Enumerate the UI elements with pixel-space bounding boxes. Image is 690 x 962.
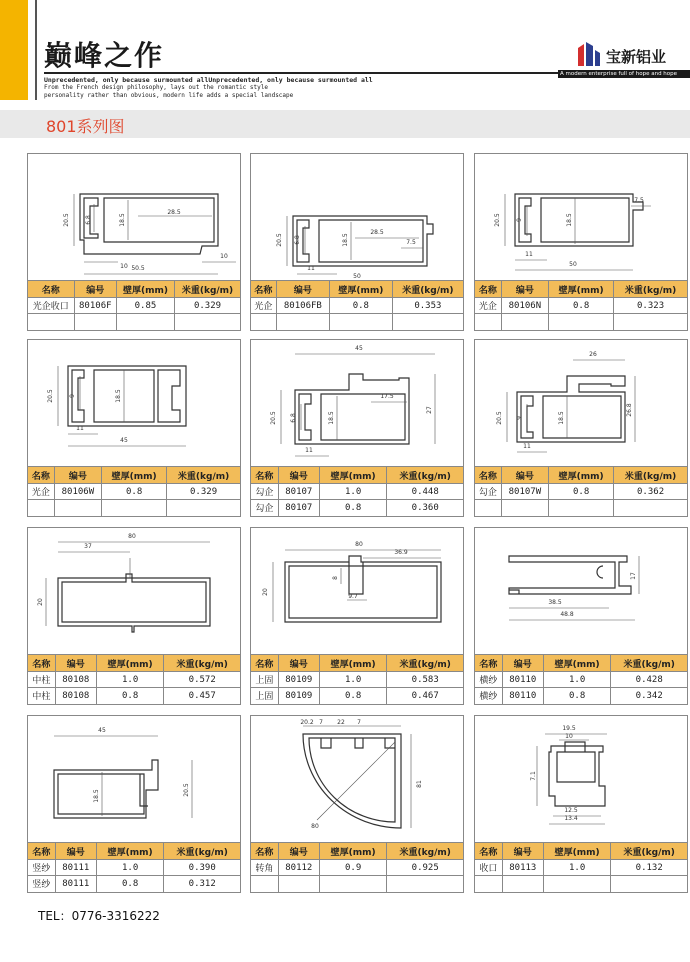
spec-cell: 中柱: [28, 672, 55, 688]
brand-name: 宝新铝业: [606, 48, 667, 66]
spec-cell: 0.925: [387, 860, 463, 876]
spec-header: 名称: [251, 467, 278, 484]
profile-cross-section: [28, 716, 240, 842]
product-card-80106FB: [250, 153, 464, 331]
spec-header: 名称: [251, 843, 278, 860]
dimension-label: 81: [416, 780, 423, 788]
brand-slogan: A modern enterprise full of hope and hope: [560, 71, 678, 77]
spec-header: 名称: [28, 655, 55, 672]
spec-header: 壁厚(mm): [543, 655, 611, 672]
dimension-label: 18.5: [93, 789, 100, 803]
table-row: [251, 484, 463, 500]
section-title: 801系列图: [46, 117, 125, 136]
spec-cell: 80107: [278, 500, 319, 516]
dimension-label: 6.8: [85, 215, 92, 225]
spec-header: 米重(kg/m): [611, 843, 687, 860]
spec-cell: 1.0: [543, 672, 611, 688]
profile-drawing: [251, 528, 463, 654]
dimension-label: 28.5: [370, 229, 384, 236]
spec-header: 米重(kg/m): [164, 655, 240, 672]
dimension-label: 13.4: [564, 815, 578, 822]
profile-cross-section: [251, 154, 463, 280]
spec-cell: 0.360: [387, 500, 463, 516]
brand-logo-icon: [576, 40, 602, 68]
profile-drawing: [475, 716, 687, 842]
spec-cell: [501, 500, 548, 516]
spec-table: [475, 654, 687, 704]
dimension-label: 20.5: [494, 213, 501, 227]
spec-cell: 0.467: [387, 688, 463, 704]
spec-cell: 0.428: [611, 672, 687, 688]
spec-header: 米重(kg/m): [614, 467, 687, 484]
dimension-label: 20: [262, 588, 269, 596]
table-row: [251, 298, 463, 314]
spec-header: 名称: [28, 467, 54, 484]
spec-cell: 80107: [278, 484, 319, 500]
dimension-label: 80: [355, 541, 363, 548]
spec-cell: 1.0: [96, 860, 164, 876]
profile-drawing: [251, 340, 463, 466]
dimension-label: 20.5: [276, 233, 283, 247]
dimension-label: 80: [311, 823, 319, 830]
spec-header: 米重(kg/m): [164, 843, 240, 860]
table-row: [251, 860, 463, 876]
page-title: 巅峰之作: [44, 39, 165, 72]
spec-header: 编号: [55, 655, 96, 672]
product-card-80107: [250, 339, 464, 517]
dimension-label: 20.5: [270, 411, 277, 425]
spec-table: [475, 842, 687, 892]
spec-header: 编号: [502, 655, 543, 672]
spec-cell: 0.8: [543, 688, 611, 704]
spec-cell: 勾企: [251, 500, 278, 516]
table-row: [251, 314, 463, 330]
spec-cell: 横纱: [475, 688, 502, 704]
product-card-80106N: [474, 153, 688, 331]
spec-cell: [167, 500, 240, 516]
spec-cell: 80110: [502, 672, 543, 688]
spec-cell: [54, 500, 101, 516]
spec-cell: 1.0: [319, 672, 387, 688]
spec-cell: [276, 314, 329, 330]
product-card-80107W: [474, 339, 688, 517]
product-card-80111: [27, 715, 241, 893]
dimension-label: 17.5: [380, 393, 394, 400]
spec-cell: 80108: [55, 672, 96, 688]
spec-header: 编号: [278, 655, 319, 672]
dimension-label: 50.5: [131, 265, 145, 272]
dimension-label: 11: [523, 443, 531, 450]
spec-header: 名称: [28, 281, 74, 298]
table-row: [475, 876, 687, 892]
product-card-80112: [250, 715, 464, 893]
dimension-label: 80: [128, 533, 136, 540]
dimension-label: 11: [525, 251, 533, 258]
table-row: [28, 860, 240, 876]
spec-header: 壁厚(mm): [329, 281, 392, 298]
spec-cell: [611, 876, 687, 892]
spec-cell: 竖纱: [28, 876, 55, 892]
product-card-80110: [474, 527, 688, 705]
profile-cross-section: [28, 528, 240, 654]
spec-header: 编号: [54, 467, 101, 484]
spec-header: 米重(kg/m): [392, 281, 463, 298]
table-row: [28, 688, 240, 704]
spec-table: [475, 280, 687, 330]
dimension-label: 26.8: [626, 403, 633, 417]
spec-cell: 0.8: [319, 500, 387, 516]
spec-cell: [475, 314, 501, 330]
spec-header: 名称: [251, 281, 276, 298]
dimension-label: 11: [305, 447, 313, 454]
spec-cell: 0.323: [614, 298, 687, 314]
spec-table: [251, 842, 463, 892]
table-row: [475, 298, 687, 314]
spec-header: 壁厚(mm): [96, 843, 164, 860]
spec-cell: 0.329: [175, 298, 240, 314]
spec-cell: 0.85: [116, 298, 174, 314]
spec-cell: 80111: [55, 876, 96, 892]
spec-cell: [175, 314, 240, 330]
profile-drawing: [28, 528, 240, 654]
profile-cross-section: [251, 716, 463, 842]
spec-header: 壁厚(mm): [549, 281, 614, 298]
spec-header: 编号: [501, 281, 548, 298]
header-vertical-rule: [35, 0, 37, 100]
spec-cell: 光企: [475, 298, 501, 314]
table-row: [28, 500, 240, 516]
spec-cell: 80107W: [501, 484, 548, 500]
dimension-label: 37: [84, 543, 92, 550]
spec-cell: [329, 314, 392, 330]
spec-cell: 0.353: [392, 298, 463, 314]
spec-cell: 80113: [502, 860, 543, 876]
dimension-label: 50: [353, 273, 361, 280]
dimension-label: 18.5: [328, 411, 335, 425]
table-row: [28, 298, 240, 314]
spec-header: 壁厚(mm): [96, 655, 164, 672]
spec-header: 名称: [475, 281, 501, 298]
profile-drawing: [475, 154, 687, 280]
spec-cell: 80109: [278, 672, 319, 688]
dimension-label: 7.1: [530, 771, 537, 781]
spec-header: 编号: [276, 281, 329, 298]
dimension-label: 22: [337, 719, 345, 726]
dimension-label: 19.5: [562, 725, 576, 732]
spec-cell: [392, 314, 463, 330]
spec-cell: [102, 500, 167, 516]
tagline-1: Unprecedented, only because surmounted allUnprecedented, only because surmounted all: [44, 76, 373, 84]
spec-cell: 80112: [278, 860, 319, 876]
dimension-label: 45: [355, 345, 363, 352]
dimension-label: 38.5: [548, 599, 562, 606]
spec-header: 米重(kg/m): [387, 467, 463, 484]
spec-header: 壁厚(mm): [319, 655, 387, 672]
spec-cell: 0.9: [319, 860, 387, 876]
spec-header: 编号: [74, 281, 116, 298]
dimension-label: 18.5: [119, 213, 126, 227]
spec-header: 名称: [475, 843, 502, 860]
spec-cell: 竖纱: [28, 860, 55, 876]
profile-drawing: [28, 716, 240, 842]
spec-header: 壁厚(mm): [543, 843, 611, 860]
spec-table: [251, 466, 463, 516]
spec-cell: [614, 314, 687, 330]
spec-cell: 1.0: [543, 860, 611, 876]
spec-cell: [28, 500, 54, 516]
dimension-label: 45: [98, 727, 106, 734]
spec-cell: 0.8: [96, 876, 164, 892]
spec-cell: [28, 314, 74, 330]
spec-cell: [549, 314, 614, 330]
spec-cell: 光企: [251, 298, 276, 314]
dimension-label: 9: [516, 218, 523, 222]
table-row: [251, 876, 463, 892]
spec-cell: 0.8: [102, 484, 167, 500]
spec-cell: 0.312: [164, 876, 240, 892]
spec-cell: 中柱: [28, 688, 55, 704]
dimension-label: 7: [357, 719, 361, 726]
dimension-label: 26: [589, 351, 597, 358]
dimension-label: 18.5: [342, 233, 349, 247]
profile-cross-section: [475, 528, 687, 654]
product-card-80106W: [27, 339, 241, 517]
profile-cross-section: [475, 340, 687, 466]
spec-cell: 光企收口: [28, 298, 74, 314]
footer-tel: TEL：0776-3316222: [38, 909, 160, 923]
table-row: [251, 688, 463, 704]
spec-header: 壁厚(mm): [102, 467, 167, 484]
dimension-label: 7: [319, 719, 323, 726]
spec-cell: 80111: [55, 860, 96, 876]
spec-cell: 0.8: [549, 484, 614, 500]
dimension-label: 20.5: [496, 411, 503, 425]
spec-cell: 80108: [55, 688, 96, 704]
table-row: [28, 484, 240, 500]
profile-cross-section: [251, 340, 463, 466]
spec-cell: 0.362: [614, 484, 687, 500]
dimension-label: 11: [76, 425, 84, 432]
spec-cell: 80106N: [501, 298, 548, 314]
dimension-label: 36.9: [394, 549, 408, 556]
dimension-label: 18.5: [566, 213, 573, 227]
spec-cell: 1.0: [319, 484, 387, 500]
spec-header: 壁厚(mm): [319, 467, 387, 484]
product-card-80113: [474, 715, 688, 893]
spec-table: [28, 654, 240, 704]
profile-cross-section: [475, 154, 687, 280]
spec-cell: 收口: [475, 860, 502, 876]
spec-cell: [543, 876, 611, 892]
spec-cell: 勾企: [475, 484, 501, 500]
spec-header: 编号: [278, 843, 319, 860]
spec-header: 米重(kg/m): [175, 281, 240, 298]
spec-cell: 80106FB: [276, 298, 329, 314]
spec-cell: 80106W: [54, 484, 101, 500]
table-row: [475, 314, 687, 330]
dimension-label: 20: [37, 598, 44, 606]
dimension-label: 20.2: [300, 719, 314, 726]
dimension-label: 18.5: [558, 411, 565, 425]
dimension-label: 9: [516, 416, 523, 420]
dimension-label: 28.5: [167, 209, 181, 216]
product-card-80109: [250, 527, 464, 705]
spec-cell: 0.448: [387, 484, 463, 500]
dimension-label: 10: [120, 263, 128, 270]
spec-header: 米重(kg/m): [611, 655, 687, 672]
spec-cell: 80106F: [74, 298, 116, 314]
dimension-label: 11: [307, 265, 315, 272]
spec-header: 米重(kg/m): [614, 281, 687, 298]
spec-cell: 转角: [251, 860, 278, 876]
spec-cell: [278, 876, 319, 892]
spec-cell: 横纱: [475, 672, 502, 688]
spec-cell: 0.457: [164, 688, 240, 704]
spec-cell: [251, 876, 278, 892]
spec-cell: [549, 500, 614, 516]
spec-cell: 0.132: [611, 860, 687, 876]
spec-cell: 1.0: [96, 672, 164, 688]
table-row: [475, 688, 687, 704]
spec-header: 名称: [475, 655, 502, 672]
spec-cell: 0.8: [549, 298, 614, 314]
dimension-label: 9.7: [348, 593, 358, 600]
table-row: [475, 860, 687, 876]
profile-drawing: [28, 154, 240, 280]
profile-cross-section: [28, 340, 240, 466]
spec-cell: 0.583: [387, 672, 463, 688]
dimension-label: 6.8: [290, 413, 297, 423]
dimension-label: 20.5: [47, 389, 54, 403]
table-row: [28, 672, 240, 688]
profile-cross-section: [28, 154, 240, 280]
spec-table: [251, 654, 463, 704]
dimension-label: 8: [332, 576, 339, 580]
spec-cell: 80110: [502, 688, 543, 704]
spec-header: 名称: [28, 843, 55, 860]
table-row: [475, 672, 687, 688]
spec-table: [28, 280, 240, 330]
spec-table: [251, 280, 463, 330]
dimension-label: 45: [120, 437, 128, 444]
spec-cell: 0.8: [319, 688, 387, 704]
spec-cell: [319, 876, 387, 892]
spec-cell: [251, 314, 276, 330]
spec-cell: 0.572: [164, 672, 240, 688]
spec-cell: [614, 500, 687, 516]
spec-cell: [74, 314, 116, 330]
spec-cell: 0.329: [167, 484, 240, 500]
dimension-label: 7.5: [634, 197, 644, 204]
table-row: [251, 672, 463, 688]
table-row: [251, 500, 463, 516]
spec-cell: 0.342: [611, 688, 687, 704]
dimension-label: 17: [630, 572, 637, 580]
spec-header: 米重(kg/m): [387, 655, 463, 672]
dimension-label: 27: [426, 406, 433, 414]
spec-header: 编号: [502, 843, 543, 860]
spec-table: [475, 466, 687, 516]
dimension-label: 18.5: [115, 389, 122, 403]
spec-table: [28, 466, 240, 516]
spec-header: 米重(kg/m): [387, 843, 463, 860]
dimension-label: 9: [69, 394, 76, 398]
spec-cell: 0.8: [329, 298, 392, 314]
spec-header: 壁厚(mm): [116, 281, 174, 298]
spec-table: [28, 842, 240, 892]
profile-drawing: [251, 716, 463, 842]
profile-drawing: [475, 528, 687, 654]
spec-header: 壁厚(mm): [549, 467, 614, 484]
dimension-label: 7.5: [406, 239, 416, 246]
dimension-label: 20.5: [63, 213, 70, 227]
dimension-label: 10: [220, 253, 228, 260]
spec-header: 名称: [475, 467, 501, 484]
spec-cell: 0.8: [96, 688, 164, 704]
product-card-80108: [27, 527, 241, 705]
spec-header: 壁厚(mm): [319, 843, 387, 860]
spec-cell: 光企: [28, 484, 54, 500]
tagline-2: From the French design philosophy, lays out the romantic style: [44, 84, 268, 91]
profile-drawing: [28, 340, 240, 466]
dimension-label: 12.5: [564, 807, 578, 814]
spec-cell: 上固: [251, 688, 278, 704]
spec-cell: [116, 314, 174, 330]
table-row: [28, 314, 240, 330]
table-row: [28, 876, 240, 892]
dimension-label: 48.8: [560, 611, 574, 618]
profile-drawing: [251, 154, 463, 280]
table-row: [475, 484, 687, 500]
spec-cell: [501, 314, 548, 330]
spec-header: 编号: [501, 467, 548, 484]
spec-header: 米重(kg/m): [167, 467, 240, 484]
profile-drawing: [475, 340, 687, 466]
tagline-3: personality rather than obvious, modern life adds a special landscape: [44, 92, 294, 99]
spec-cell: [502, 876, 543, 892]
dimension-label: 20.5: [183, 783, 190, 797]
spec-cell: [387, 876, 463, 892]
spec-cell: [475, 500, 501, 516]
profile-cross-section: [251, 528, 463, 654]
dimension-label: 10: [565, 733, 573, 740]
profile-cross-section: [475, 716, 687, 842]
dimension-label: 50: [569, 261, 577, 268]
spec-header: 名称: [251, 655, 278, 672]
spec-cell: 80109: [278, 688, 319, 704]
product-card-80106F: [27, 153, 241, 331]
spec-cell: 上固: [251, 672, 278, 688]
spec-cell: 0.390: [164, 860, 240, 876]
table-row: [475, 500, 687, 516]
spec-header: 编号: [55, 843, 96, 860]
dimension-label: 6.8: [294, 235, 301, 245]
spec-header: 编号: [278, 467, 319, 484]
corner-accent-cut: [0, 70, 28, 100]
spec-cell: 勾企: [251, 484, 278, 500]
spec-cell: [475, 876, 502, 892]
